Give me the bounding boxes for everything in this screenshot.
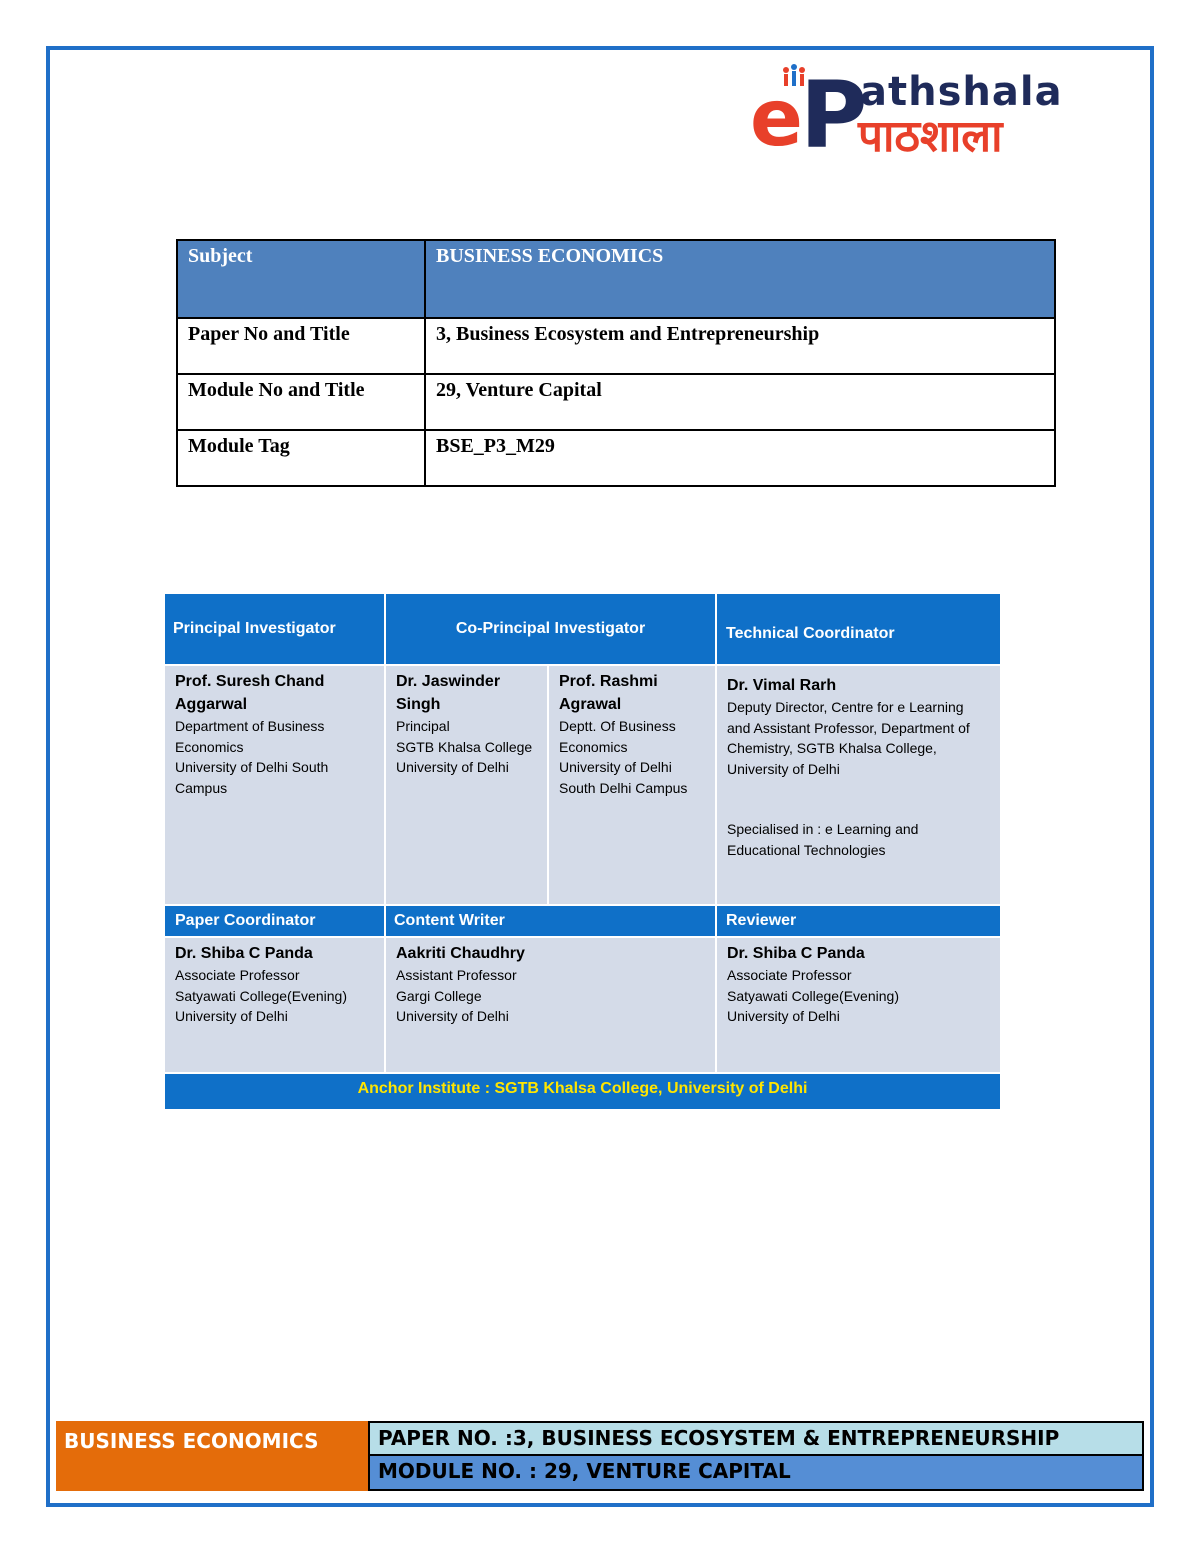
module-tag-label: Module Tag	[177, 430, 425, 486]
module-value: 29, Venture Capital	[425, 374, 1055, 430]
co-pi-1-name: Dr. Jaswinder Singh	[396, 673, 501, 713]
co-pi-2-line: South Delhi Campus	[559, 779, 688, 796]
footer-paper: PAPER NO. :3, BUSINESS ECOSYSTEM & ENTREPRENEURSHIP	[368, 1421, 1144, 1456]
reviewer-line: University of Delhi	[727, 1008, 840, 1024]
reviewer-line: Satyawati College(Evening)	[727, 987, 899, 1004]
subject-value: BUSINESS ECONOMICS	[425, 240, 1055, 318]
subject-label: Subject	[177, 240, 425, 318]
co-pi-2-line: University of Delhi	[559, 759, 672, 775]
technical-coordinator-card	[717, 666, 1000, 904]
writer-line: Assistant Professor	[396, 967, 517, 983]
co-pi-1-line: Principal	[396, 718, 450, 734]
anchor-institute: Anchor Institute : SGTB Khalsa College, University of Delhi	[165, 1074, 1000, 1109]
paper-value: 3, Business Ecosystem and Entrepreneurship	[425, 318, 1055, 374]
co-pi-2-name: Prof. Rashmi Agrawal	[559, 673, 658, 713]
table-row	[177, 240, 1055, 318]
paper-coord-line: University of Delhi	[175, 1008, 288, 1024]
paper-coordinator-card	[165, 938, 384, 1072]
tech-line: and Assistant Professor, Department of Chemistry, SGTB Khalsa College, University of Delhi	[727, 719, 970, 777]
pi-name: Prof. Suresh Chand Aggarwal	[175, 673, 325, 713]
co-pi-2-card	[549, 666, 715, 904]
header-reviewer: Reviewer	[717, 906, 1000, 936]
pi-line: Department of Business Economics	[175, 718, 325, 755]
paper-coord-line: Associate Professor	[175, 967, 300, 983]
reviewer-card	[717, 938, 1000, 1072]
logo-letter-e: e	[750, 74, 803, 164]
team-credits-grid	[165, 594, 1000, 1109]
writer-line: Gargi College	[396, 987, 482, 1004]
pi-line: University of Delhi South Campus	[175, 759, 329, 796]
content-writer-card	[386, 938, 715, 1072]
co-pi-1-card	[386, 666, 547, 904]
reviewer-line: Associate Professor	[727, 967, 852, 983]
table-row	[177, 374, 1055, 430]
tech-specialisation: Specialised in : e Learning and Educational Technologies	[727, 821, 919, 858]
logo-hindi-text: पाठशाला	[858, 111, 1003, 162]
tech-line: Deputy Director, Centre for e Learning	[727, 699, 964, 715]
co-pi-2-line: Deptt. Of Business Economics	[559, 718, 676, 755]
co-pi-1-line: SGTB Khalsa College	[396, 738, 533, 755]
footer-subject: BUSINESS ECONOMICS	[56, 1421, 368, 1491]
reviewer-name: Dr. Shiba C Panda	[727, 945, 865, 962]
logo-letter-p: P	[800, 62, 868, 169]
header-co-principal-investigator: Co-Principal Investigator	[386, 594, 715, 664]
header-technical-coordinator: Technical Coordinator	[717, 594, 1000, 664]
paper-coord-line: Satyawati College(Evening)	[175, 987, 347, 1004]
header-paper-coordinator: Paper Coordinator	[165, 906, 384, 936]
epathshala-logo	[750, 62, 1100, 170]
module-label: Module No and Title	[177, 374, 425, 430]
paper-label: Paper No and Title	[177, 318, 425, 374]
table-row	[177, 430, 1055, 486]
header-content-writer: Content Writer	[386, 906, 715, 936]
footer-module: MODULE NO. : 29, VENTURE CAPITAL	[368, 1456, 1144, 1491]
logo-english-text: athshala	[860, 69, 1063, 115]
paper-coord-name: Dr. Shiba C Panda	[175, 945, 313, 962]
tech-name: Dr. Vimal Rarh	[727, 677, 837, 694]
principal-investigator-card	[165, 666, 384, 904]
table-row	[177, 318, 1055, 374]
module-tag-value: BSE_P3_M29	[425, 430, 1055, 486]
co-pi-1-line: University of Delhi	[396, 759, 509, 775]
writer-line: University of Delhi	[396, 1008, 509, 1024]
header-principal-investigator: Principal Investigator	[165, 594, 384, 664]
writer-name: Aakriti Chaudhry	[396, 945, 525, 962]
module-info-table	[176, 239, 1056, 487]
